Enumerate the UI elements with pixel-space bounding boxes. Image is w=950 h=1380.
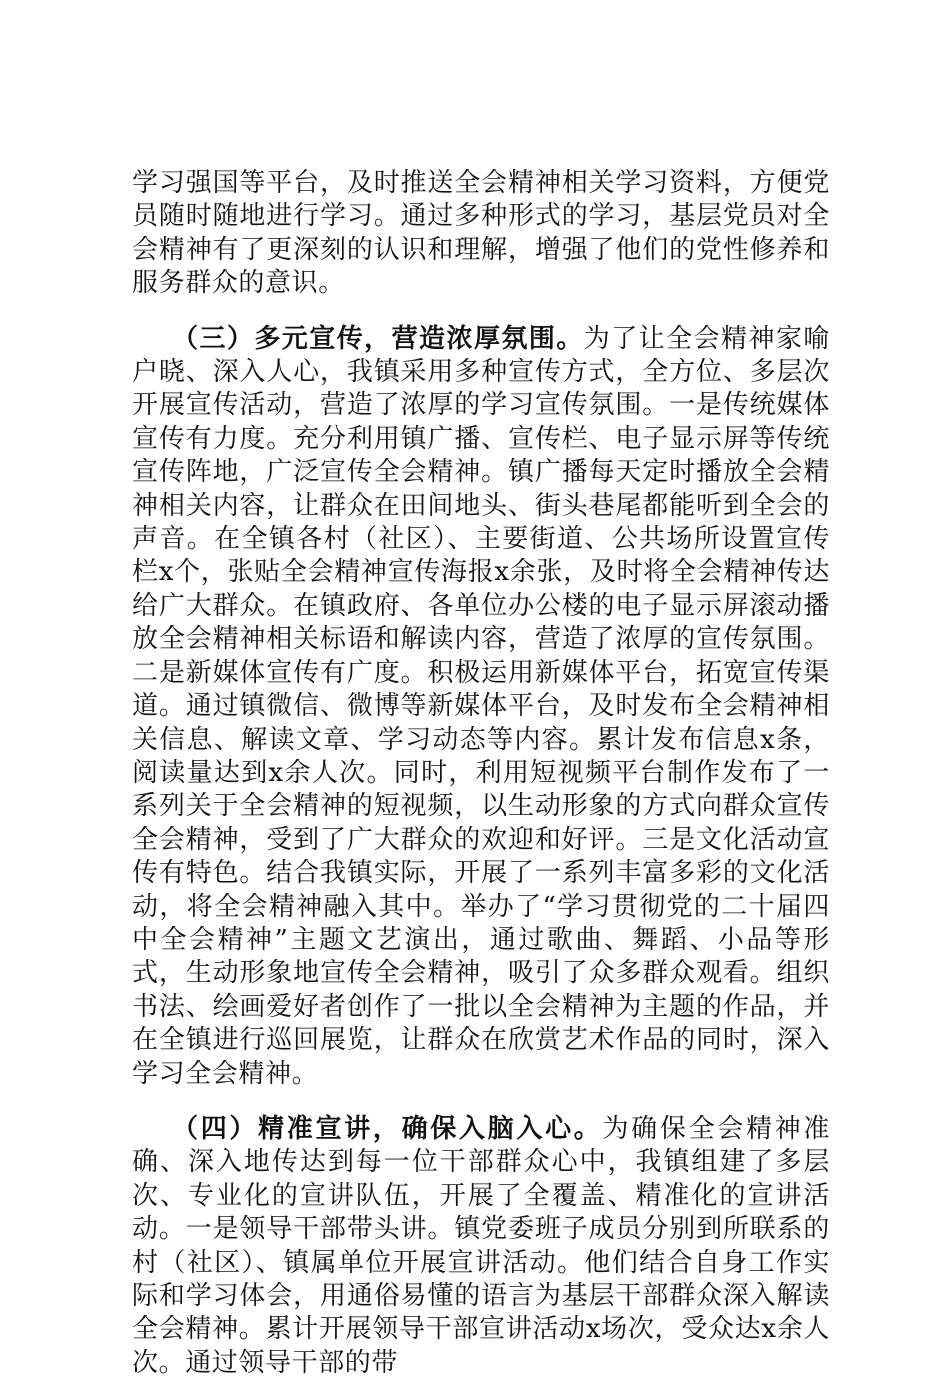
paragraph-continuation — [132, 167, 830, 301]
paragraph-section-three — [132, 323, 830, 1091]
paragraph-section-four — [132, 1113, 830, 1380]
paragraph-text: 学习强国等平台，及时推送全会精神相关学习资料，方便党员随时随地进行学习。通过多种形式的学习，基层党员对全会精神有了更深刻的认识和理解，增强了他们的党性修养和服务群众的意识。 — [132, 168, 830, 299]
paragraph-gap — [132, 301, 830, 323]
section-heading: （三）多元宣传，营造浓厚氛围。 — [172, 323, 584, 354]
paragraph-text: 为了让全会精神家喻户晓、深入人心，我镇采用多种宣传方式，全方位、多层次开展宣传活动，营造了浓厚的学习宣传氛围。一是传统媒体宣传有力度。充分利用镇广播、宣传栏、电子显示屏等传统宣传阵地，广泛宣传全会精神。镇广播每天定时播放全会精神相关内容，让群众在田间地头、街头巷尾都能听到全会的声音。在全镇各村（社区）、主要街道、公共场所设置宣传栏x个，张贴全会精神宣传海报x余张，及时将全会精神传达给广大群众。在镇政府、各单位办公楼的电子显示屏滚动播放全会精神相关标语和解读内容，营造了浓厚的宣传氛围。二是新媒体宣传有广度。积极运用新媒体平台，拓宽宣传渠道。通过镇微信、微博等新媒体平台，及时发布全会精神相关信息、解读文章、学习动态等内容。累计发布信息x条，阅读量达到x余人次。同时，利用短视频平台制作发布了一系列关于全会精神的短视频，以生动形象的方式向群众宣传全会精神，受到了广大群众的欢迎和好评。三是文化活动宣传有特色。结合我镇实际，开展了一系列丰富多彩的文化活动，将全会精神融入其中。举办了“学习贯彻党的二十届四中全会精神”主题文艺演出，通过歌曲、舞蹈、小品等形式，生动形象地宣传全会精神，吸引了众多群众观看。组织书法、绘画爱好者创作了一批以全会精神为主题的作品，并在全镇进行巡回展览，让群众在欣赏艺术作品的同时，深入学习全会精神。 — [132, 323, 830, 1089]
paragraph-text: 为确保全会精神准确、深入地传达到每一位干部群众心中，我镇组建了多层次、专业化的宣讲队伍，开展了全覆盖、精准化的宣讲活动。一是领导干部带头讲。镇党委班子成员分别到所联系的村（社区）、镇属单位开展宣讲活动。他们结合自身工作实际和学习体会，用通俗易懂的语言为基层干部群众深入解读全会精神。累计开展领导干部宣讲活动x场次，受众达x余人次。通过领导干部的带 — [132, 1113, 830, 1378]
paragraph-gap — [132, 1091, 830, 1113]
document-body — [132, 167, 830, 1380]
section-heading: （四）精准宣讲，确保入脑入心。 — [172, 1113, 603, 1144]
